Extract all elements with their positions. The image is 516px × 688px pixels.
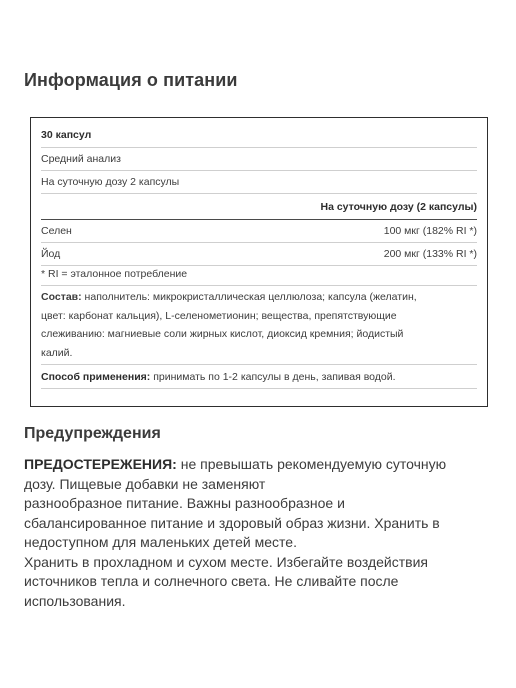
footnote: * RI = эталонное потребление: [41, 268, 188, 280]
divider: [41, 170, 477, 171]
composition-text: Состав: наполнитель: микрокристаллическая целлюлоза; капсула (желатин, цвет: карбонат кальция), L-селенометионин; вещества, препятствующие слеживанию: магниевые соли жирных кислот, диоксид кремния; йодистый калий.: [41, 291, 417, 359]
composition-label: Состав:: [41, 291, 82, 303]
divider: [41, 285, 477, 286]
usage-text: Способ применения: принимать по 1-2 капсулы в день, запивая водой.: [41, 371, 396, 383]
nutrient-row: [41, 247, 477, 261]
divider: [41, 242, 477, 243]
nutrition-table: [30, 117, 488, 407]
divider: [41, 364, 477, 365]
divider: [41, 147, 477, 148]
nutrient-value: 100 мкг (182% RI *): [383, 225, 477, 237]
caution-label: ПРЕДОСТЕРЕЖЕНИЯ:: [24, 456, 177, 472]
warnings-title: Предупреждения: [24, 425, 161, 442]
divider: [41, 193, 477, 194]
analysis-label: Средний анализ: [41, 153, 121, 165]
nutrient-name: Йод: [41, 248, 61, 260]
nutrient-row: [41, 224, 477, 238]
nutrient-value: 200 мкг (133% RI *): [383, 248, 477, 260]
nutrient-name: Селен: [41, 225, 72, 237]
header-divider: [41, 219, 477, 220]
divider: [41, 265, 477, 266]
capsule-count: 30 капсул: [41, 129, 92, 141]
daily-dose-label: На суточную дозу 2 капсулы: [41, 176, 180, 188]
nutrition-title: Информация о питании: [24, 70, 238, 90]
usage-label: Способ применения:: [41, 371, 151, 383]
column-header: На суточную дозу (2 капсулы): [320, 201, 477, 213]
warnings-text: ПРЕДОСТЕРЕЖЕНИЯ: не превышать рекомендуемую суточную дозу. Пищевые добавки не заменяют разнообразное питание. Важны разнообразное и сбалансированное питание и здоровый образ жизни. Хранить в недоступном для маленьких детей месте. Хранить в прохладном и сухом месте. Избегайте воздействия источников тепла и солнечного света. Не сливайте после использования.: [24, 456, 447, 609]
column-header-row: [41, 200, 477, 214]
divider: [41, 388, 477, 389]
